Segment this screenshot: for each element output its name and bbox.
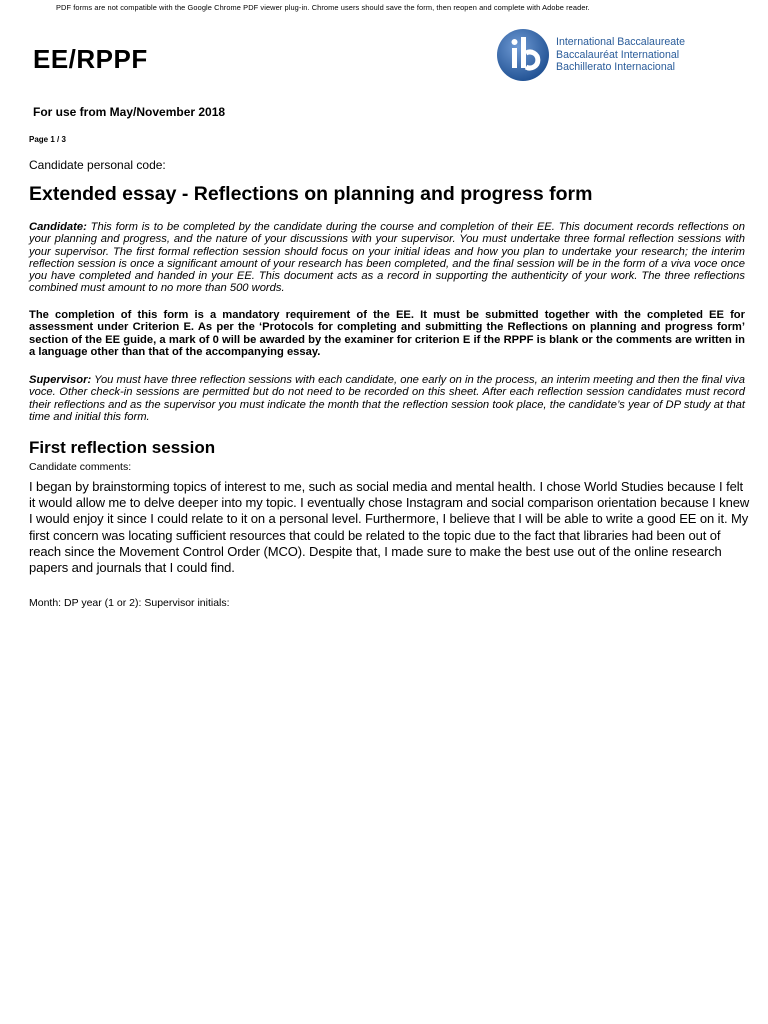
logo-line-english: International Baccalaureate	[556, 36, 685, 49]
supervisor-label: Supervisor:	[29, 374, 92, 386]
form-title: Extended essay - Reflections on planning and progress form	[29, 183, 593, 205]
page-number: Page 1 / 3	[29, 135, 66, 144]
candidate-comments-field[interactable]: I began by brainstorming topics of interest to me, such as social media and mental health. I chose World Studies because I felt it would allow me to delve deeper into my topic. I eventually chose Instagram and social comparison orientation because I knew I would enjoy it since I could relate to it on a personal level. Furthermore, I believe that I will be able to write a good EE on it. My first concern was locating sufficient resources that could be related to the topic due to the fact that libraries had been out of reach since the Movement Control Order (MCO). Despite that, I made sure to make the best use out of the online research papers and journals that I could find.	[29, 479, 750, 576]
first-reflection-session-title: First reflection session	[29, 438, 216, 457]
ib-logo-wordmark	[556, 36, 685, 73]
session-details-fields[interactable]: Month: DP year (1 or 2): Supervisor initials:	[29, 597, 230, 609]
logo-line-french: Baccalauréat International	[556, 48, 680, 61]
ib-logo	[496, 26, 716, 84]
logo-line-spanish: Bachillerato Internacional	[556, 61, 675, 74]
supervisor-instructions	[29, 374, 745, 423]
candidate-instructions	[29, 221, 745, 295]
candidate-comments-label: Candidate comments:	[29, 461, 132, 473]
candidate-instructions-text: This form is to be completed by the candidate during the course and completion of their EE. This document records reflections on your planning and progress, and the nature of your discussions with your supervisor. You must undertake three formal reflection sessions with your supervisor. The first formal reflection session should focus on your initial ideas and how you plan to undertake your research; the interim reflection session is once a significant amount of your research has been completed, and the final session will be in the form of a viva voce once you have completed and handed in your EE. This document acts as a record in supporting the authenticity of your work. The three reflections combined must amount to no more than 500 words.	[29, 221, 745, 295]
document-code: EE/RPPF	[33, 44, 148, 74]
supervisor-instructions-text: You must have three reflection sessions with each candidate, one early on in the process, an interim meeting and then the final viva voce. Other check-in sessions are permitted but do not need to be recorded on this sheet. After each reflection session candidates must record their reflections and as the supervisor you must indicate the month that the reflection session took place, the candidate’s year of DP study at that time and initial this form.	[29, 374, 745, 423]
candidate-personal-code-field[interactable]: Candidate personal code:	[29, 158, 166, 172]
mandatory-requirement-notice: The completion of this form is a mandatory requirement of the EE. It must be submitted together with the completed EE for assessment under Criterion E. As per the ‘Protocols for completing and submitting the Reflections on planning and progress form’ section of the EE guide, a mark of 0 will be awarded by the examiner for criterion E if the RPPF is blank or the comments are written in a language other than that of the accompanying essay.	[29, 309, 745, 358]
browser-compatibility-notice: PDF forms are not compatible with the Google Chrome PDF viewer plug-in. Chrome users should save the form, then reopen and complete with Adobe reader.	[56, 3, 590, 12]
candidate-label: Candidate:	[29, 221, 87, 233]
valid-from-note: For use from May/November 2018	[33, 105, 226, 119]
ib-logo-icon	[496, 28, 550, 82]
